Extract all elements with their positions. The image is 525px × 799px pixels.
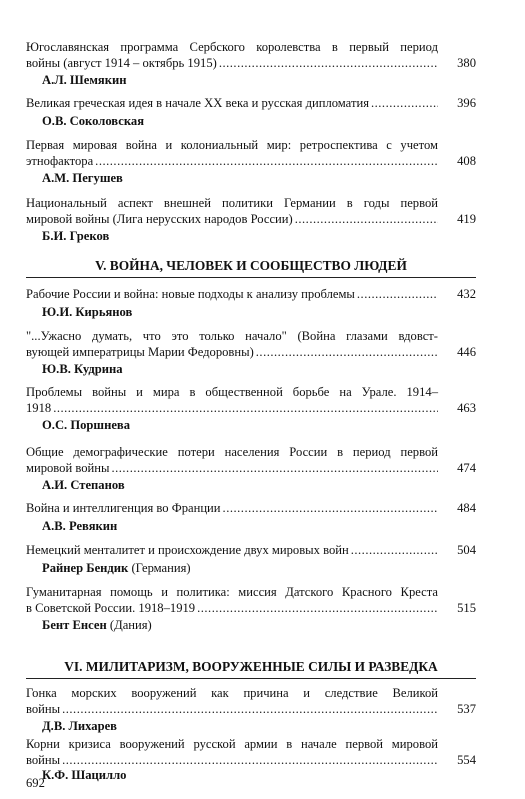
entry-author [42,561,476,576]
leader-dots [357,287,438,303]
toc-entry [26,543,476,576]
entry-title-text: мировой войны (Лига нерусских народов России) [26,211,293,226]
section-title: VI. МИЛИТАРИЗМ, ВООРУЖЕННЫЕ СИЛЫ И РАЗВЕДКА [64,659,438,674]
entry-author [42,519,476,534]
toc-entry [26,40,476,88]
toc-entry [26,138,476,186]
entry-title-last-line [26,287,438,303]
toc-entry [26,737,476,783]
entry-title-text: 1918 [26,400,52,415]
entry-title-line: Гонка морских вооружений как причина и следствие Великой [26,686,438,700]
entry-title-text: этнофактора [26,153,94,168]
entry-title-last-line [26,601,438,617]
entry-title-last-line [26,702,438,718]
author-name: А.В. Ревякин [42,518,118,533]
toc-entry [26,329,476,377]
entry-title-text: войны [26,752,61,767]
author-name: Бент Енсен [42,618,107,632]
toc-entry [26,196,476,244]
entry-author [42,719,476,734]
leader-dots [371,96,438,112]
toc-entry [26,96,476,129]
entry-page-number: 419 [457,211,476,226]
entry-author [42,478,476,493]
section-heading [26,659,476,675]
author-name: Райнер Бендик [42,560,129,575]
entry-title-text: мировой войны [26,460,110,475]
entry-page-number: 484 [457,501,476,515]
entry-author [42,114,476,129]
entry-page-number: 554 [457,752,476,767]
entry-title-text: Немецкий менталитет и происхождение двух мировых войн [26,543,349,557]
section-rule [26,678,476,679]
author-name: А.М. Пегушев [42,171,123,185]
leader-dots [256,345,438,361]
entry-title-last-line [26,543,438,559]
toc-entry [26,501,476,534]
author-name: Ю.И. Кирьянов [42,304,133,319]
leader-dots [219,56,438,72]
entry-title-last-line [26,501,438,517]
entry-title-line: Гуманитарная помощь и политика: миссия Датского Красного Креста [26,585,438,599]
entry-title-last-line [26,56,438,72]
author-country: (Германия) [128,560,191,575]
toc-entry [26,585,476,633]
entry-title-line: Национальный аспект внешней политики Германии в годы первой [26,196,438,210]
author-name: О.В. Соколовская [42,113,145,128]
entry-title-line: Общие демографические потери населения России в период первой [26,445,438,459]
entry-page-number: 446 [457,344,476,359]
section-title: V. ВОЙНА, ЧЕЛОВЕК И СООБЩЕСТВО ЛЮДЕЙ [95,258,407,273]
entry-author [42,418,476,433]
entry-author [42,768,476,783]
author-name: О.С. Поршнева [42,418,131,432]
entry-title-text: войны [26,701,61,716]
entry-page-number: 463 [457,400,476,415]
entry-title-line: Проблемы войны и мира в общественной борьбе на Урале. 1914– [26,385,438,399]
entry-page-number: 504 [457,543,476,557]
entry-author [42,305,476,320]
leader-dots [111,461,438,477]
leader-dots [351,543,438,559]
entry-title-last-line [26,212,438,228]
leader-dots [62,702,438,718]
entry-author [42,73,476,88]
entry-title-last-line [26,345,438,361]
entry-title-last-line [26,461,438,477]
entry-author [42,171,476,186]
section-rule [26,277,476,278]
author-name: Б.И. Греков [42,229,110,243]
leader-dots [62,753,438,769]
entry-title-last-line [26,96,438,112]
toc-entry [26,385,476,433]
toc-entry [26,686,476,734]
page-number: 692 [26,776,45,790]
entry-title-line: Югославянская программа Сербского королевства в первый период [26,40,438,54]
leader-dots [95,154,438,170]
leader-dots [197,601,438,617]
entry-page-number: 408 [457,153,476,168]
leader-dots [53,401,438,417]
entry-author [42,229,476,244]
entry-page-number: 432 [457,287,476,301]
entry-author [42,362,476,377]
toc-entry [26,287,476,320]
author-country: (Дания) [106,618,152,632]
entry-title-line: "...Ужасно думать, что это только начало" (Война глазами вдовст- [26,329,438,343]
entry-author [42,618,476,633]
entry-title-text: войны (август 1914 – октябрь 1915) [26,55,217,70]
author-name: К.Ф. Шацилло [42,768,127,782]
leader-dots [223,501,438,517]
entry-title-line: Первая мировая война и колониальный мир: ретроспектива с учетом [26,138,438,152]
author-name: Ю.В. Кудрина [42,362,123,376]
author-name: Д.В. Лихарев [42,719,117,733]
entry-title-text: Великая греческая идея в начале XX века и русская дипломатия [26,96,369,110]
leader-dots [295,212,438,228]
author-name: А.И. Степанов [42,478,125,492]
entry-title-text: Рабочие России и война: новые подходы к анализу проблемы [26,287,355,301]
entry-page-number: 396 [457,96,476,110]
entry-title-last-line [26,753,438,769]
entry-title-text: вующей императрицы Марии Федоровны) [26,344,254,359]
author-name: А.Л. Шемякин [42,73,127,87]
entry-page-number: 515 [457,600,476,615]
entry-title-line: Корни кризиса вооружений русской армии в начале первой мировой [26,737,438,751]
entry-title-last-line [26,154,438,170]
entry-page-number: 537 [457,701,476,716]
entry-title-last-line [26,401,438,417]
entry-page-number: 474 [457,460,476,475]
entry-title-text: в Советской России. 1918–1919 [26,600,196,615]
toc-entry [26,445,476,493]
entry-page-number: 380 [457,55,476,70]
entry-title-text: Война и интеллигенция во Франции [26,501,221,515]
section-heading [26,258,476,274]
